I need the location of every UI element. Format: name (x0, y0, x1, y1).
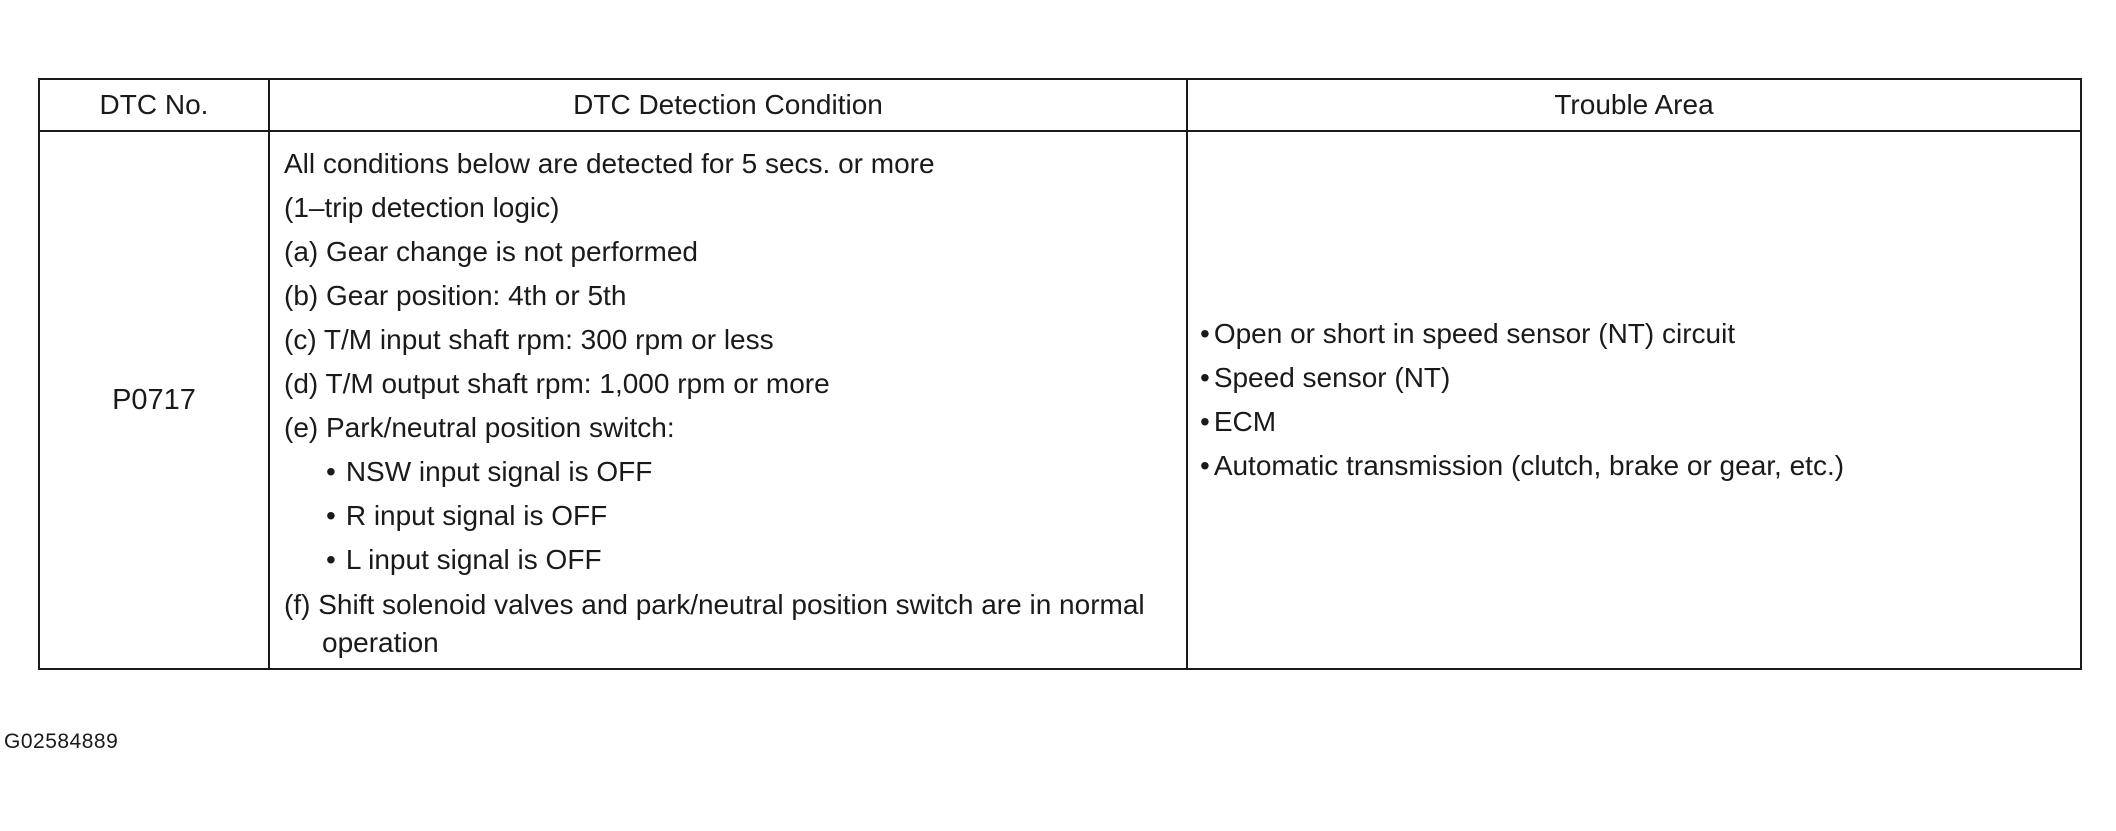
trouble-area-text: Open or short in speed sensor (NT) circuit (1213, 318, 1736, 349)
bullet-icon: • (326, 544, 336, 575)
bullet-icon: • (326, 500, 336, 531)
sub-item-text: NSW input signal is OFF (345, 456, 653, 487)
bullet-icon: • (1200, 318, 1210, 349)
header-dtc-no: DTC No. (39, 79, 269, 131)
trouble-area-item (1200, 444, 2080, 488)
trouble-area-text: Automatic transmission (clutch, brake or gear, etc.) (1213, 450, 1845, 481)
bullet-icon: • (1200, 406, 1210, 437)
bullet-icon: • (326, 456, 336, 487)
header-row (39, 79, 2081, 131)
trouble-area-text: ECM (1213, 406, 1277, 437)
condition-line: (b) Gear position: 4th or 5th (284, 280, 627, 311)
trouble-area-text: Speed sensor (NT) (1213, 362, 1451, 393)
condition-line: (1–trip detection logic) (284, 192, 560, 223)
dtc-table (38, 78, 2082, 670)
condition-line: (c) T/M input shaft rpm: 300 rpm or less (284, 324, 774, 355)
condition-line: (d) T/M output shaft rpm: 1,000 rpm or more (284, 368, 830, 399)
condition-sub-item (284, 538, 1168, 582)
trouble-area-cell (1187, 131, 2081, 669)
condition-line: All conditions below are detected for 5 secs. or more (284, 148, 935, 179)
header-trouble-area: Trouble Area (1187, 79, 2081, 131)
figure-id: G02584889 (4, 730, 119, 753)
condition-line-final: (f) Shift solenoid valves and park/neutral position switch are in normal operation (284, 589, 1145, 658)
bullet-icon: • (1200, 450, 1210, 481)
detection-condition-cell (269, 131, 1187, 669)
condition-line: (e) Park/neutral position switch: (284, 412, 675, 443)
header-detection-condition: DTC Detection Condition (269, 79, 1187, 131)
condition-sub-item (284, 494, 1168, 538)
condition-line: (a) Gear change is not performed (284, 236, 698, 267)
bullet-icon: • (1200, 362, 1210, 393)
dtc-code: P0717 (39, 131, 269, 669)
trouble-area-item (1200, 400, 2080, 444)
trouble-area-item (1200, 312, 2080, 356)
trouble-area-item (1200, 356, 2080, 400)
condition-sub-item (284, 450, 1168, 494)
sub-item-text: L input signal is OFF (345, 544, 602, 575)
sub-item-text: R input signal is OFF (345, 500, 608, 531)
table-row (39, 131, 2081, 669)
